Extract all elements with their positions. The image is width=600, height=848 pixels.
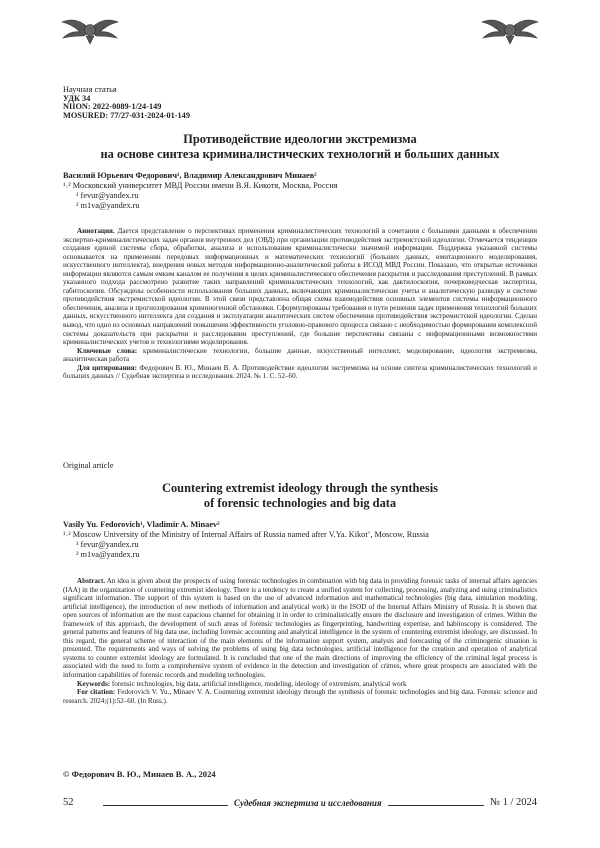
en-title-line-2: of forensic technologies and big data (63, 496, 537, 511)
ru-keywords-label: Ключевые слова: (77, 347, 137, 355)
mosured-code: MOSURED: 77/27-031-2024-01-149 (63, 112, 190, 121)
ru-title (63, 132, 537, 162)
en-citation-label: For citation: (77, 688, 115, 696)
en-title (63, 481, 537, 511)
en-email-1: ¹ fevur@yandex.ru (63, 540, 537, 550)
article-meta (63, 86, 190, 120)
eagle-emblem-left-icon (60, 14, 120, 46)
eagle-emblem-right-icon (480, 14, 540, 46)
ru-authors: Василий Юрьевич Федорович¹, Владимир Александрович Минаев² (63, 171, 537, 181)
en-title-line-1: Countering extremist ideology through the synthesis (63, 481, 537, 496)
udk-code: УДК 34 (63, 95, 190, 104)
ru-abstract-text: Дается представление о перспективах применения криминалистических технологий в сочетании с большими данными в обеспечении экспертно-криминалистических задач органов внутренних дел (ОВД) при организации противодействия экстремистской идеологии. Отмечается тенденция создания единой системы сбора, обработки, анализа и использования криминалистически значимой информации. Поддержка указанной системы основывается на применении передовых информационных и математических технологий (больших данных, имитационного моделирования, искусственного интеллекта), внедрения новых методов информационно-аналитической работы в ИСОД МВД России. Показано, что открытые источники информации являются самым емким каналом ее получения в целях криминалистического обеспечения раскрытия и расследования преступлений. В рамках указанного подхода рассмотрено развитие таких направлений криминалистических технологий, как дактилоскопия, почерковедческая экспертиза, габитоскопия. Обсуждены особенности использования больших данных, включающих криминалистические учеты и аналитическую разведку в системе противодействия экстремистской идеологии. В этой связи представлена общая схема взаимодействия основных элементов системы информационного обеспечения, анализа и прогнозирования криминогенной обстановки. Сформулированы требования и пути решения задач применения технологий больших данных, искусственного интеллекта для создания и эксплуатации аналитических систем обеспечения противодействия экстремистской идеологии. Сделан вывод, что одно из основных направлений повышения эффективности уголовно-правового процесса связано с необходимостью формирования комплексной системы доказательств при раскрытии и расследовании преступлений, где большие перспективы связаны с информационными возможностями криминалистических учетов и технологиями моделирования. (63, 227, 537, 346)
en-abstract-text: An idea is given about the prospects of using forensic technologies in combination with big data in providing forensic tasks of internal affairs agencies (IAA) in the organization of countering extremist ideology. There is a tendency to create a unified system for collecting, processing, analyzing and using criminalistics significant information. The support of this system is based on the use of advanced information and mathematical technologies (big data, simulation modeling, artificial intelligence), the introduction of new methods of information and analytical work) in the ISOD of the Internal Affairs Ministry of Russia. It is shown that open sources of information are the most capacious channel for obtaining it in order to criminalistically ensure the disclosure and investigation of crimes. Within the framework of this approach, the development of such areas of forensic technologies as fingerprinting, handwriting expertise, and habitoscopy is considered. The general patterns and features of big data use, including forensic accounting and analytical intelligence in the system of countering extremist ideology, are discussed. In this regard, the general scheme of interaction of the main elements of the information support system, analysis and forecasting of the criminogenic situation is presented. The requirements and ways of solving the problems of using big data technologies, artificial intelligence for the creation and operation of analytical systems to counter extremist ideology are formulated. It is concluded that one of the main directions of improving the efficiency of the criminal legal process is associated with the need to form a comprehensive system of evidence in the detection and investigation of crimes, where great prospects are associated with the information capabilities of forensic records and modeling technologies. (63, 577, 537, 679)
en-authors-block (63, 520, 537, 560)
en-keywords-label: Keywords: (77, 680, 110, 688)
en-abstract-block (63, 577, 537, 705)
en-authors: Vasily Yu. Fedorovich¹, Vladimir A. Minaev² (63, 520, 537, 530)
copyright-notice: © Федорович В. Ю., Минаев В. А., 2024 (63, 769, 216, 779)
en-email-2: ² m1va@yandex.ru (63, 550, 537, 560)
en-citation-text: Fedorovich V. Yu., Minaev V. A. Countering extremist ideology through the synthesis of forensic technologies and big data. Forensic science and research. 2024;(1):52–60. (In Russ.). (63, 688, 537, 705)
ru-citation-text: Федорович В. Ю., Минаев В. А. Противодействие идеологии экстремизма на основе синтеза криминалистических технологий и больших данных // Судебная экспертиза и исследования. 2024. № 1. С. 52–60. (63, 364, 537, 381)
page-footer (63, 797, 537, 811)
ru-abstract-block (63, 227, 537, 381)
ru-email-2: ² m1va@yandex.ru (63, 201, 537, 211)
journal-name: Судебная экспертиза и исследования (228, 798, 388, 808)
ru-affiliation: ¹˒² Московский университет МВД России имени В.Я. Кикотя, Москва, Россия (63, 181, 537, 191)
en-affiliation: ¹˒² Moscow University of the Ministry of Internal Affairs of Russia named after V.Ya. Kikot’, Moscow, Russia (63, 530, 537, 540)
ru-title-line-2: на основе синтеза криминалистических технологий и больших данных (63, 147, 537, 162)
page-number: 52 (63, 797, 80, 808)
en-article-type: Original article (63, 461, 113, 470)
issue-number: № 1 / 2024 (484, 797, 537, 808)
ru-email-1: ¹ fevur@yandex.ru (63, 191, 537, 201)
niion-code: NIION: 2022-0089-1/24-149 (63, 103, 190, 112)
article-type: Научная статья (63, 86, 190, 95)
ru-authors-block (63, 171, 537, 211)
ru-citation-label: Для цитирования: (77, 364, 137, 372)
ru-abstract-label: Аннотация. (77, 227, 115, 235)
ru-keywords-text: криминалистические технологии, большие данные, искусственный интеллект, моделирование, идеология экстремизма, аналитическая работа (63, 347, 537, 364)
en-keywords-text: forensic technologies, big data, artificial intelligence, modeling, ideology of extremism, analytical work (112, 680, 407, 688)
ru-title-line-1: Противодействие идеологии экстремизма (63, 132, 537, 147)
en-abstract-label: Abstract. (77, 577, 105, 585)
